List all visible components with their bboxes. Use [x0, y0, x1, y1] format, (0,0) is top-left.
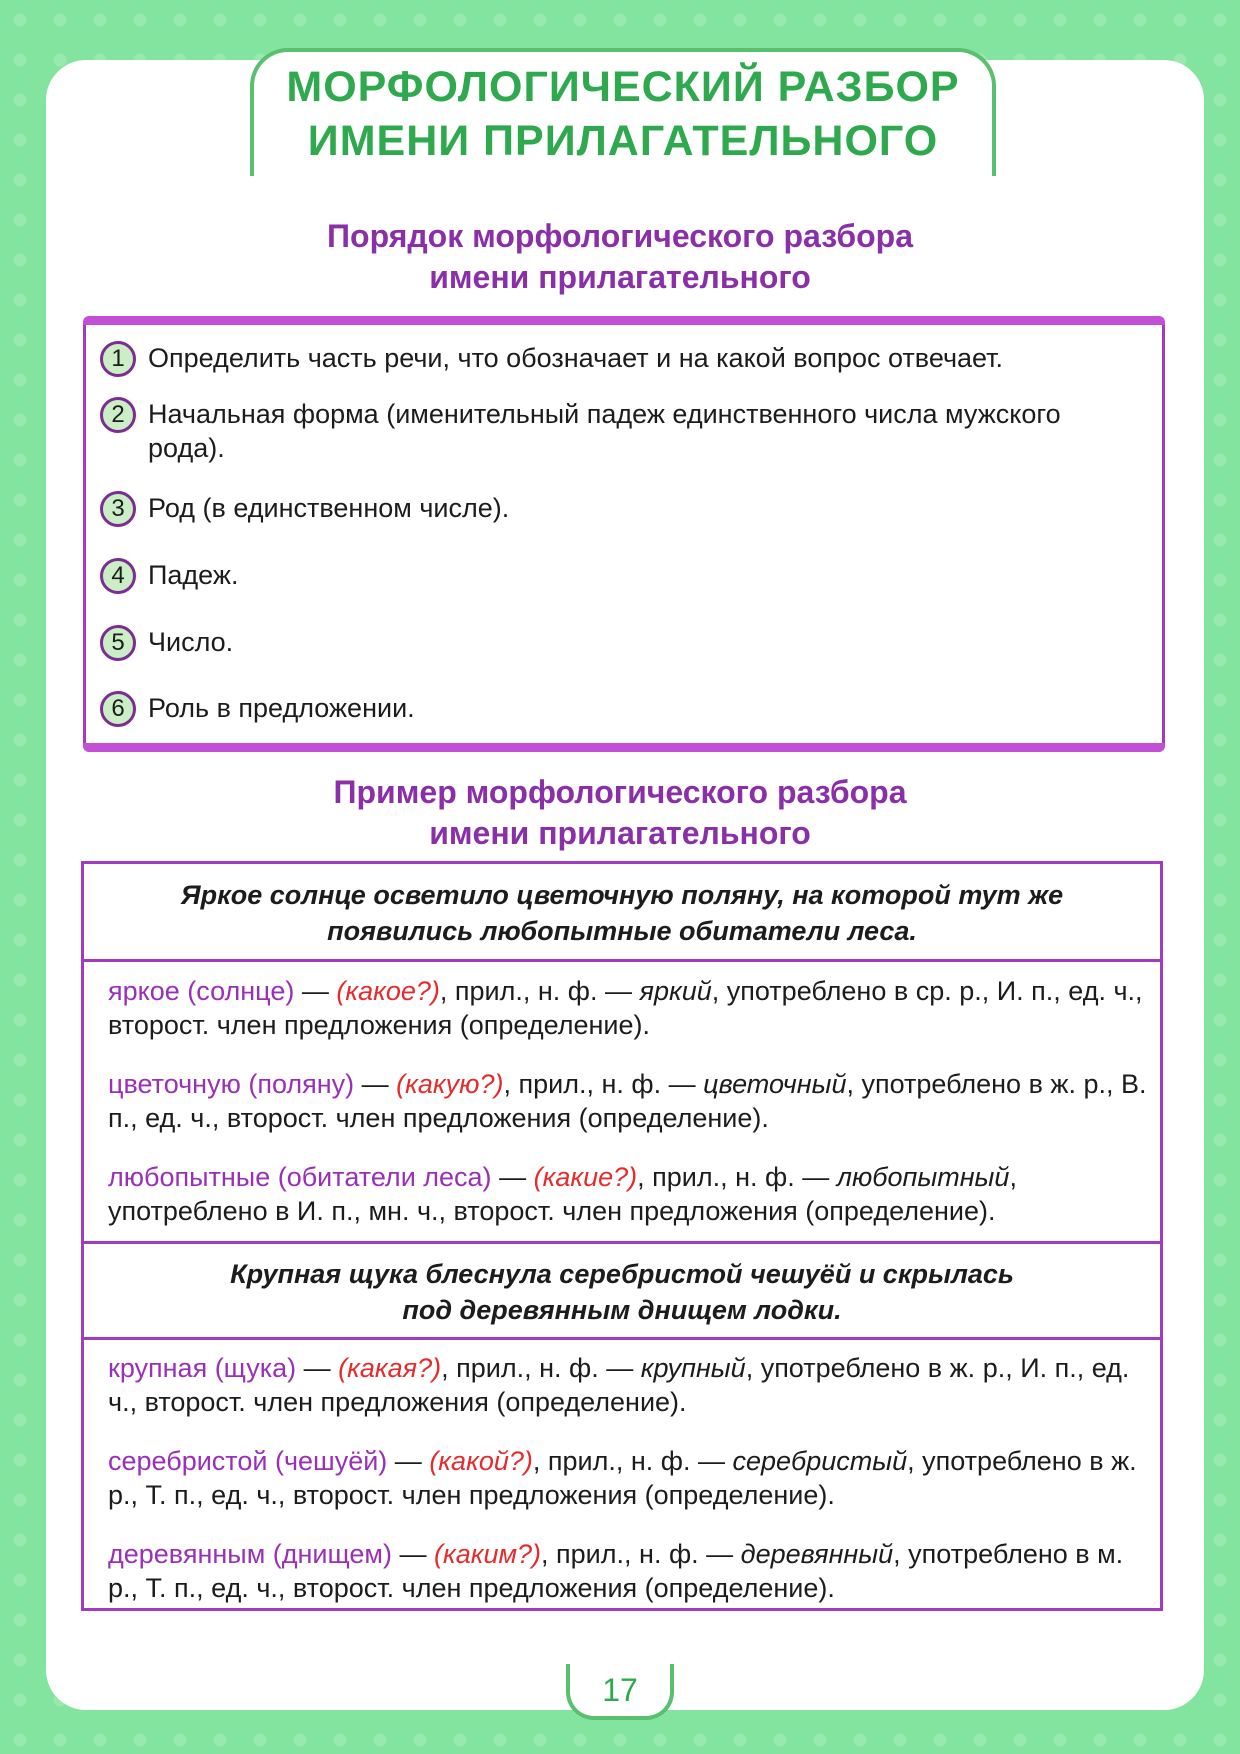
- step-text: Число.: [148, 627, 234, 657]
- analysis-word: деревянным (днищем): [108, 1539, 392, 1569]
- analysis-mid: , прил., н. ф. —: [503, 1069, 704, 1099]
- analysis-rest: , употреблено в ср. р., И. п., ед. ч., второст. член предложения (определение).: [108, 976, 1143, 1040]
- step-item: [100, 558, 1138, 594]
- analysis-initial-form: серебристый: [732, 1446, 908, 1476]
- order-title-line1: Порядок морфологического разбора: [327, 218, 913, 254]
- analysis-dash: —: [391, 1539, 434, 1569]
- analysis-rest: , употреблено в И. п., мн. ч., второст. член предложения (определение).: [108, 1162, 1017, 1226]
- step-item: [100, 341, 1138, 377]
- step-item: [100, 625, 1138, 661]
- analysis-dash: —: [354, 1069, 397, 1099]
- page-number: 17: [566, 1664, 674, 1720]
- analysis-dash: —: [387, 1446, 430, 1476]
- analysis-mid: , прил., н. ф. —: [441, 1353, 641, 1383]
- analysis-entry: [108, 1351, 1148, 1419]
- order-section-title: [0, 216, 1240, 298]
- example-table: [81, 861, 1163, 1611]
- example-sentence-line1: Яркое солнце осветило цветочную поляну, на которой тут же: [180, 880, 1064, 910]
- order-title-line2: имени прилагательного: [429, 259, 811, 295]
- analysis-mid: , прил., н. ф. —: [439, 976, 640, 1006]
- analysis-rest: , употреблено в ж. р., И. п., ед. ч., второст. член предложения (определение).: [108, 1353, 1130, 1417]
- step-text: Род (в единственном числе).: [148, 493, 510, 523]
- analysis-rest: , употреблено в м. р., Т. п., ед. ч., второст. член предложения (определение).: [108, 1539, 1124, 1603]
- analysis-question: (какую?): [396, 1069, 504, 1099]
- analysis-entry: [108, 1067, 1148, 1135]
- page-title-line1: МОРФОЛОГИЧЕСКИЙ РАЗБОР: [286, 63, 960, 111]
- step-number-badge: 4: [100, 558, 136, 594]
- step-text: Определить часть речи, что обозначает и на какой вопрос отвечает.: [148, 343, 1004, 373]
- example-sentence-line1: Крупная щука блеснула серебристой чешуёй и скрылась: [230, 1259, 1014, 1289]
- analysis-question: (каким?): [434, 1539, 542, 1569]
- example-section-title: [0, 772, 1240, 854]
- analysis-initial-form: крупный: [640, 1353, 746, 1383]
- step-number-badge: 2: [100, 397, 136, 433]
- example-sentence-line2: под деревянным днищем лодки.: [402, 1295, 842, 1325]
- step-text: Падеж.: [148, 560, 239, 590]
- step-text: Роль в предложении.: [148, 693, 415, 723]
- analysis-word: цветочную (поляну): [108, 1069, 355, 1099]
- analysis-initial-form: цветочный: [703, 1069, 847, 1099]
- step-item: [100, 491, 1138, 527]
- example-title-line2: имени прилагательного: [429, 815, 811, 851]
- analysis-dash: —: [294, 976, 337, 1006]
- analysis-initial-form: деревянный: [740, 1539, 894, 1569]
- step-number-badge: 6: [100, 691, 136, 727]
- analysis-rest: , употреблено в ж. р., В. п., ед. ч., второст. член предложения (определение).: [108, 1069, 1147, 1133]
- analysis-mid: , прил., н. ф. —: [541, 1539, 741, 1569]
- analysis-dash: —: [491, 1162, 534, 1192]
- step-number-badge: 5: [100, 625, 136, 661]
- analysis-word: яркое (солнце): [108, 976, 295, 1006]
- analysis-entry: [108, 974, 1148, 1042]
- analysis-mid: , прил., н. ф. —: [637, 1162, 837, 1192]
- analysis-initial-form: яркий: [639, 976, 712, 1006]
- analysis-word: серебристой (чешуёй): [108, 1446, 388, 1476]
- analysis-entry: [108, 1444, 1148, 1512]
- step-text: Начальная форма (именительный падеж единственного числа мужского рода).: [148, 399, 1061, 463]
- analysis-initial-form: любопытный: [836, 1162, 1010, 1192]
- analysis-question: (какая?): [338, 1353, 442, 1383]
- analysis-question: (какое?): [336, 976, 440, 1006]
- step-item: [100, 397, 1138, 465]
- steps-list: [83, 322, 1165, 746]
- example-title-line1: Пример морфологического разбора: [333, 774, 907, 810]
- page-title-line2: ИМЕНИ ПРИЛАГАТЕЛЬНОГО: [307, 117, 939, 165]
- page-title: [250, 48, 996, 176]
- analysis-question: (какой?): [429, 1446, 533, 1476]
- step-number-badge: 3: [100, 491, 136, 527]
- example-sentence-line2: появились любопытные обитатели леса.: [327, 916, 917, 946]
- example-sentence: [84, 1241, 1160, 1340]
- analysis-dash: —: [296, 1353, 339, 1383]
- analysis-word: любопытные (обитатели леса): [108, 1162, 492, 1192]
- example-sentence: [84, 864, 1160, 962]
- analysis-entry: [108, 1537, 1148, 1605]
- step-number-badge: 1: [100, 341, 136, 377]
- analysis-entry: [108, 1160, 1148, 1228]
- step-item: [100, 691, 1138, 727]
- analysis-rest: , употреблено в ж. р., Т. п., ед. ч., второст. член предложения (определение).: [108, 1446, 1137, 1510]
- analysis-question: (какие?): [533, 1162, 638, 1192]
- analysis-mid: , прил., н. ф. —: [532, 1446, 733, 1476]
- analysis-word: крупная (щука): [108, 1353, 297, 1383]
